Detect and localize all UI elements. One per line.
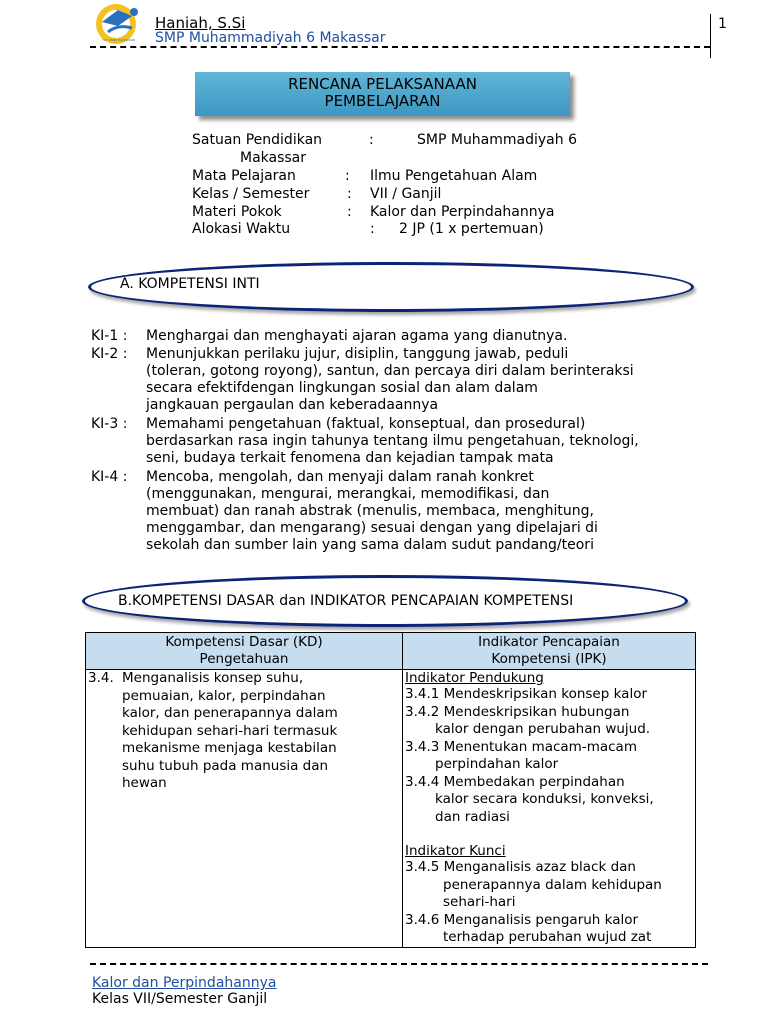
ki-text [146,469,694,554]
table-header-row [86,633,696,670]
section-b-title: B.KOMPETENSI DASAR dan INDIKATOR PENCAPAIAN KOMPETENSI [118,593,574,609]
identity-sep: : [347,186,352,202]
kd-line: pemuaian, kalor, perpindahan [122,687,326,704]
ki-text [146,346,694,414]
identity-label: Satuan Pendidikan [192,132,323,148]
ki-label: KI-2 : [91,346,128,362]
identity-value: Ilmu Pengetahuan Alam [370,168,538,184]
ki-line: membuat) dan ranah abstrak (menulis, membaca, menghitung, [146,503,594,519]
identity-sep: : [370,221,375,237]
kd-text [122,670,392,793]
kd-ipk-table [85,632,696,948]
ki-line: (toleran, gotong royong), santun, dan percaya diri dalam berinteraksi [146,363,634,379]
ki-line: sekolah dan sumber lain yang sama dalam sudut pandang/teori [146,537,594,553]
ki-line: berdasarkan rasa ingin tahunya tentang ilmu pengetahuan, teknologi, [146,433,639,449]
title-line-2: PEMBELAJARAN [324,92,441,110]
ipk-cell [403,670,696,948]
identity-value: VII / Ganjil [370,186,442,202]
ipk-item: 3.4.6 Menganalisis pengaruh kalor [405,911,639,928]
kd-line: suhu tubuh pada manusia dan [122,757,329,774]
ki-line: Memahami pengetahuan (faktual, konseptual, dan prosedural) [146,416,586,432]
kd-line: Menganalisis konsep suhu, [122,670,304,686]
author-name: Haniah, S.Si [155,14,246,32]
ipk-item-cont: kalor secara konduksi, konveksi, [435,791,654,807]
ki-text [146,328,694,345]
ki-line: menggambar, dan mengarang) sesuai dengan yang dipelajari di [146,520,598,536]
ki-label: KI-3 : [91,416,128,432]
title-line-1: RENCANA PELAKSANAAN [288,75,477,93]
kd-line: kalor, dan penerapannya dalam [122,705,338,721]
header-divider [710,14,711,58]
identity-label: Materi Pokok [192,204,282,220]
identity-sep: : [345,168,350,184]
identity-value-cont: Makassar [240,150,307,166]
ipk-item-cont: perpindahan kalor [435,756,559,772]
ki-line: seni, budaya terkait fenomena dan kejadian tampak mata [146,450,554,466]
identity-block [192,132,652,242]
header-rule [90,46,710,48]
ki-text [146,416,694,467]
ki-line: Menghargai dan menghayati ajaran agama yang dianutnya. [146,328,568,344]
ipk-item-cont: terhadap perubahan wujud zat [443,929,652,945]
kd-header-line: Pengetahuan [199,651,289,667]
kunci-title: Indikator Kunci [405,843,506,859]
identity-value: 2 JP (1 x pertemuan) [399,221,544,237]
kd-number: 3.4. [88,670,114,686]
pendukung-title: Indikator Pendukung [405,670,544,686]
identity-label: Kelas / Semester [192,186,310,202]
logo [88,2,148,46]
kd-line: mekanisme menjaga kestabilan [122,740,337,756]
logo-text: TUT WURI HANDAYANI [102,38,136,42]
ki-line: Mencoba, mengolah, dan menyaji dalam ranah konkret [146,469,534,485]
kd-header-line: Kompetensi Dasar (KD) [165,634,323,650]
ipk-item-cont: sehari-hari [443,894,516,910]
ipk-header-line: Kompetensi (IPK) [491,651,607,667]
ki-label: KI-4 : [91,469,128,485]
ipk-item: 3.4.2 Mendeskripsikan hubungan [405,703,630,720]
ki-list [0,328,768,558]
identity-value: Kalor dan Perpindahannya [370,204,555,220]
section-a-title: A. KOMPETENSI INTI [120,276,260,292]
ki-label: KI-1 : [91,328,128,344]
school-name: SMP Muhammadiyah 6 Makassar [155,30,386,46]
ipk-header-line: Indikator Pencapaian [478,634,620,650]
footer-rule [90,963,708,965]
ipk-item: 3.4.3 Menentukan macam-macam [405,738,637,755]
ipk-item: 3.4.5 Menganalisis azaz black dan [405,859,636,875]
document-title [195,72,570,116]
ipk-item-cont: dan radiasi [435,808,510,825]
ipk-item: 3.4.1 Mendeskripsikan konsep kalor [405,686,647,702]
ipk-item: 3.4.4 Membedakan perpindahan [405,773,625,790]
ipk-item-cont: penerapannya dalam kehidupan [443,876,662,893]
kd-cell [86,670,403,948]
kd-line: kehidupan sehari-hari termasuk [122,722,338,739]
identity-sep: : [369,132,374,148]
footer-topic: Kalor dan Perpindahannya [92,975,277,991]
ki-line: (menggunakan, mengurai, merangkai, memodifikasi, dan [146,486,550,502]
ipk-item-cont: kalor dengan perubahan wujud. [435,721,651,737]
identity-label: Mata Pelajaran [192,168,296,184]
ipk-spacer [405,826,693,843]
page-number: 1 [718,16,727,32]
ipk-header [403,633,696,670]
ki-line: jangkauan pergaulan dan keberadaannya [146,397,439,413]
identity-label: Alokasi Waktu [192,221,291,237]
footer-class: Kelas VII/Semester Ganjil [92,991,268,1007]
identity-sep: : [347,204,352,220]
table-row [86,670,696,948]
ki-line: secara efektifdengan lingkungan sosial dan alam dalam [146,380,538,396]
ki-line: Menunjukkan perilaku jujur, disiplin, tanggung jawab, peduli [146,346,569,362]
kd-line: hewan [122,775,167,791]
kd-header [86,633,403,670]
identity-value: SMP Muhammadiyah 6 [417,132,577,148]
